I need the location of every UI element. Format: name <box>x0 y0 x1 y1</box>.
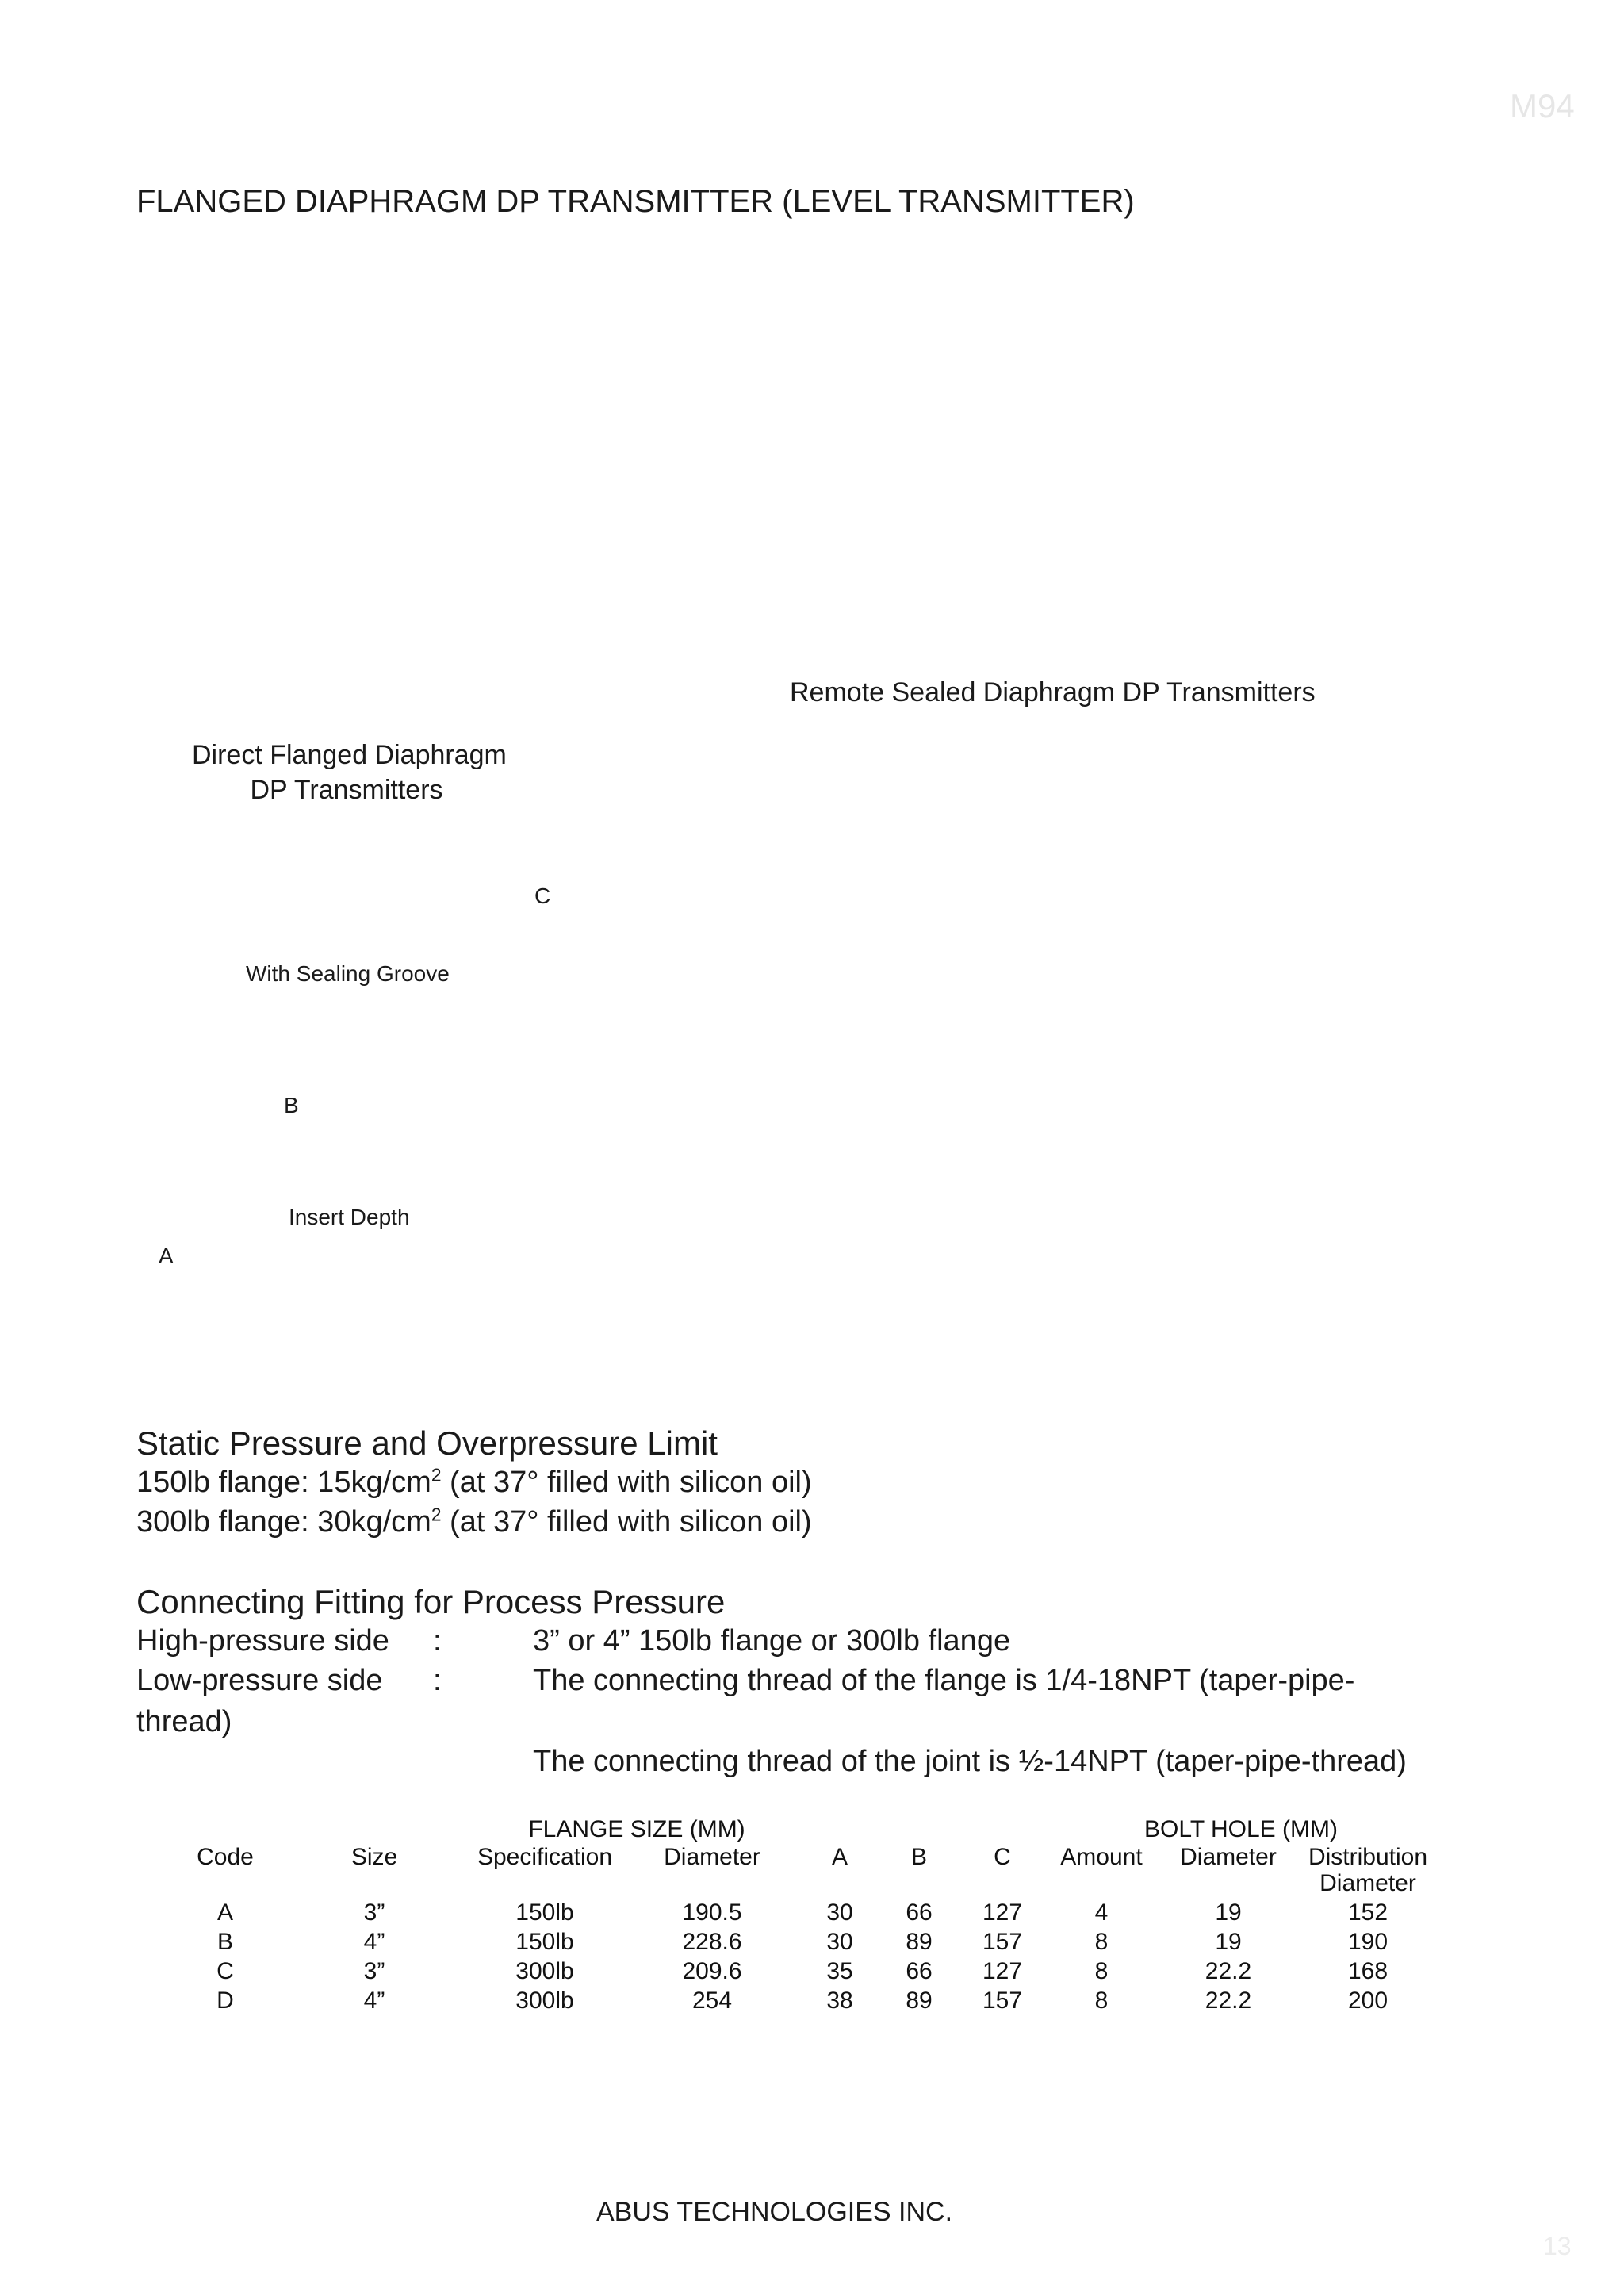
header-b: B <box>910 1844 927 1870</box>
table-cell: 3” <box>363 1899 385 1926</box>
footer-company: ABUS TECHNOLOGIES INC. <box>596 2197 953 2227</box>
table-cell: 190.5 <box>682 1899 742 1926</box>
table-cell: 127 <box>982 1899 1023 1926</box>
table-cell: 4” <box>363 1929 385 1955</box>
header-code: Code <box>197 1844 254 1870</box>
flange-spec-table <box>171 1815 1440 2015</box>
table-cell: 152 <box>1347 1899 1388 1926</box>
table-cell: 4” <box>363 1987 385 2014</box>
fitting-heading: Connecting Fitting for Process Pressure <box>136 1583 726 1620</box>
table-cell: A <box>216 1899 233 1926</box>
header-amount: Amount <box>1060 1844 1143 1870</box>
table-cell: 89 <box>906 1929 933 1955</box>
header-specification: Specification <box>477 1844 613 1870</box>
table-cell: 200 <box>1347 1987 1388 2014</box>
table-cell: 3” <box>363 1958 385 1984</box>
header-diameter: Diameter <box>664 1844 760 1870</box>
dimension-label-c: C <box>534 884 551 908</box>
sealing-groove-label: With Sealing Groove <box>246 961 450 986</box>
table-cell: 89 <box>906 1987 933 2014</box>
high-pressure-label: High-pressure side <box>136 1624 389 1658</box>
joint-thread-value: The connecting thread of the joint is ½-14NPT (taper-pipe-thread) <box>533 1745 1407 1778</box>
table-cell: 157 <box>982 1987 1023 2014</box>
line-300-note: (at 37° filled with silicon oil) <box>441 1505 812 1539</box>
table-cell: 19 <box>1215 1899 1242 1926</box>
table-cell: 35 <box>826 1958 853 1984</box>
table-row <box>171 1927 1440 1957</box>
static-pressure-line-150 <box>136 1466 812 1500</box>
low-pressure-label: Low-pressure side <box>136 1664 383 1697</box>
table-cell: 190 <box>1347 1929 1388 1955</box>
table-cell: 209.6 <box>682 1958 742 1984</box>
table-cell: 8 <box>1094 1929 1109 1955</box>
table-cell: 8 <box>1094 1958 1109 1984</box>
table-header-row <box>171 1844 1440 1898</box>
static-pressure-line-300 <box>136 1505 812 1539</box>
table-cell: 30 <box>826 1899 853 1926</box>
table-cell: 38 <box>826 1987 853 2014</box>
table-cell: 8 <box>1094 1987 1109 2014</box>
header-a: A <box>831 1844 848 1870</box>
table-cell: 300lb <box>515 1987 574 2014</box>
line-150-text: 150lb flange: 15kg/cm <box>136 1466 431 1499</box>
dimension-label-b: B <box>284 1093 299 1117</box>
direct-caption-line1: Direct Flanged Diaphragm <box>192 740 507 770</box>
table-cell: D <box>216 1987 234 2014</box>
table-cell: B <box>216 1929 233 1955</box>
page-code: M94 <box>1510 87 1575 125</box>
low-pressure-wrap: thread) <box>136 1705 232 1738</box>
header-bolt-diameter: Diameter <box>1180 1844 1277 1870</box>
low-pressure-colon: : <box>433 1664 442 1697</box>
table-group-header-row <box>171 1815 1440 1844</box>
table-cell: 168 <box>1347 1958 1388 1984</box>
low-pressure-value: The connecting thread of the flange is 1/4-18NPT (taper-pipe- <box>533 1664 1355 1697</box>
table-cell: 150lb <box>515 1929 574 1955</box>
line-300-text: 300lb flange: 30kg/cm <box>136 1505 431 1539</box>
remote-caption: Remote Sealed Diaphragm DP Transmitters <box>790 677 1316 707</box>
high-pressure-value: 3” or 4” 150lb flange or 300lb flange <box>533 1624 1011 1658</box>
table-cell: 4 <box>1094 1899 1109 1926</box>
table-row <box>171 1898 1440 1927</box>
table-cell: 157 <box>982 1929 1023 1955</box>
insert-depth-label: Insert Depth <box>289 1205 410 1229</box>
bolt-hole-group-header: BOLT HOLE (MM) <box>1144 1816 1338 1842</box>
table-cell: C <box>216 1958 234 1984</box>
table-cell: 228.6 <box>682 1929 742 1955</box>
table-cell: 22.2 <box>1205 1958 1252 1984</box>
line-150-note: (at 37° filled with silicon oil) <box>441 1466 812 1499</box>
high-pressure-colon: : <box>433 1624 442 1658</box>
table-cell: 22.2 <box>1205 1987 1252 2014</box>
table-cell: 66 <box>906 1899 933 1926</box>
header-c: C <box>994 1844 1011 1870</box>
dimension-label-a: A <box>159 1244 174 1268</box>
flange-size-group-header: FLANGE SIZE (MM) <box>528 1816 745 1842</box>
table-cell: 19 <box>1215 1929 1242 1955</box>
line-150-sup: 2 <box>431 1464 442 1485</box>
table-row <box>171 1957 1440 1986</box>
header-size: Size <box>350 1844 398 1870</box>
static-pressure-heading: Static Pressure and Overpressure Limit <box>136 1424 718 1462</box>
direct-caption-line2: DP Transmitters <box>250 775 443 805</box>
table-cell: 150lb <box>515 1899 574 1926</box>
page-number: 13 <box>1543 2232 1572 2260</box>
table-cell: 30 <box>826 1929 853 1955</box>
table-cell: 300lb <box>515 1958 574 1984</box>
line-300-sup: 2 <box>431 1504 442 1525</box>
table-row <box>171 1986 1440 2015</box>
direct-caption <box>192 738 507 807</box>
header-distribution-diameter: Distribution Diameter <box>1308 1844 1428 1896</box>
table-cell: 254 <box>691 1987 733 2014</box>
table-cell: 66 <box>906 1958 933 1984</box>
page-title: FLANGED DIAPHRAGM DP TRANSMITTER (LEVEL TRANSMITTER) <box>136 184 1135 219</box>
table-cell: 127 <box>982 1958 1023 1984</box>
